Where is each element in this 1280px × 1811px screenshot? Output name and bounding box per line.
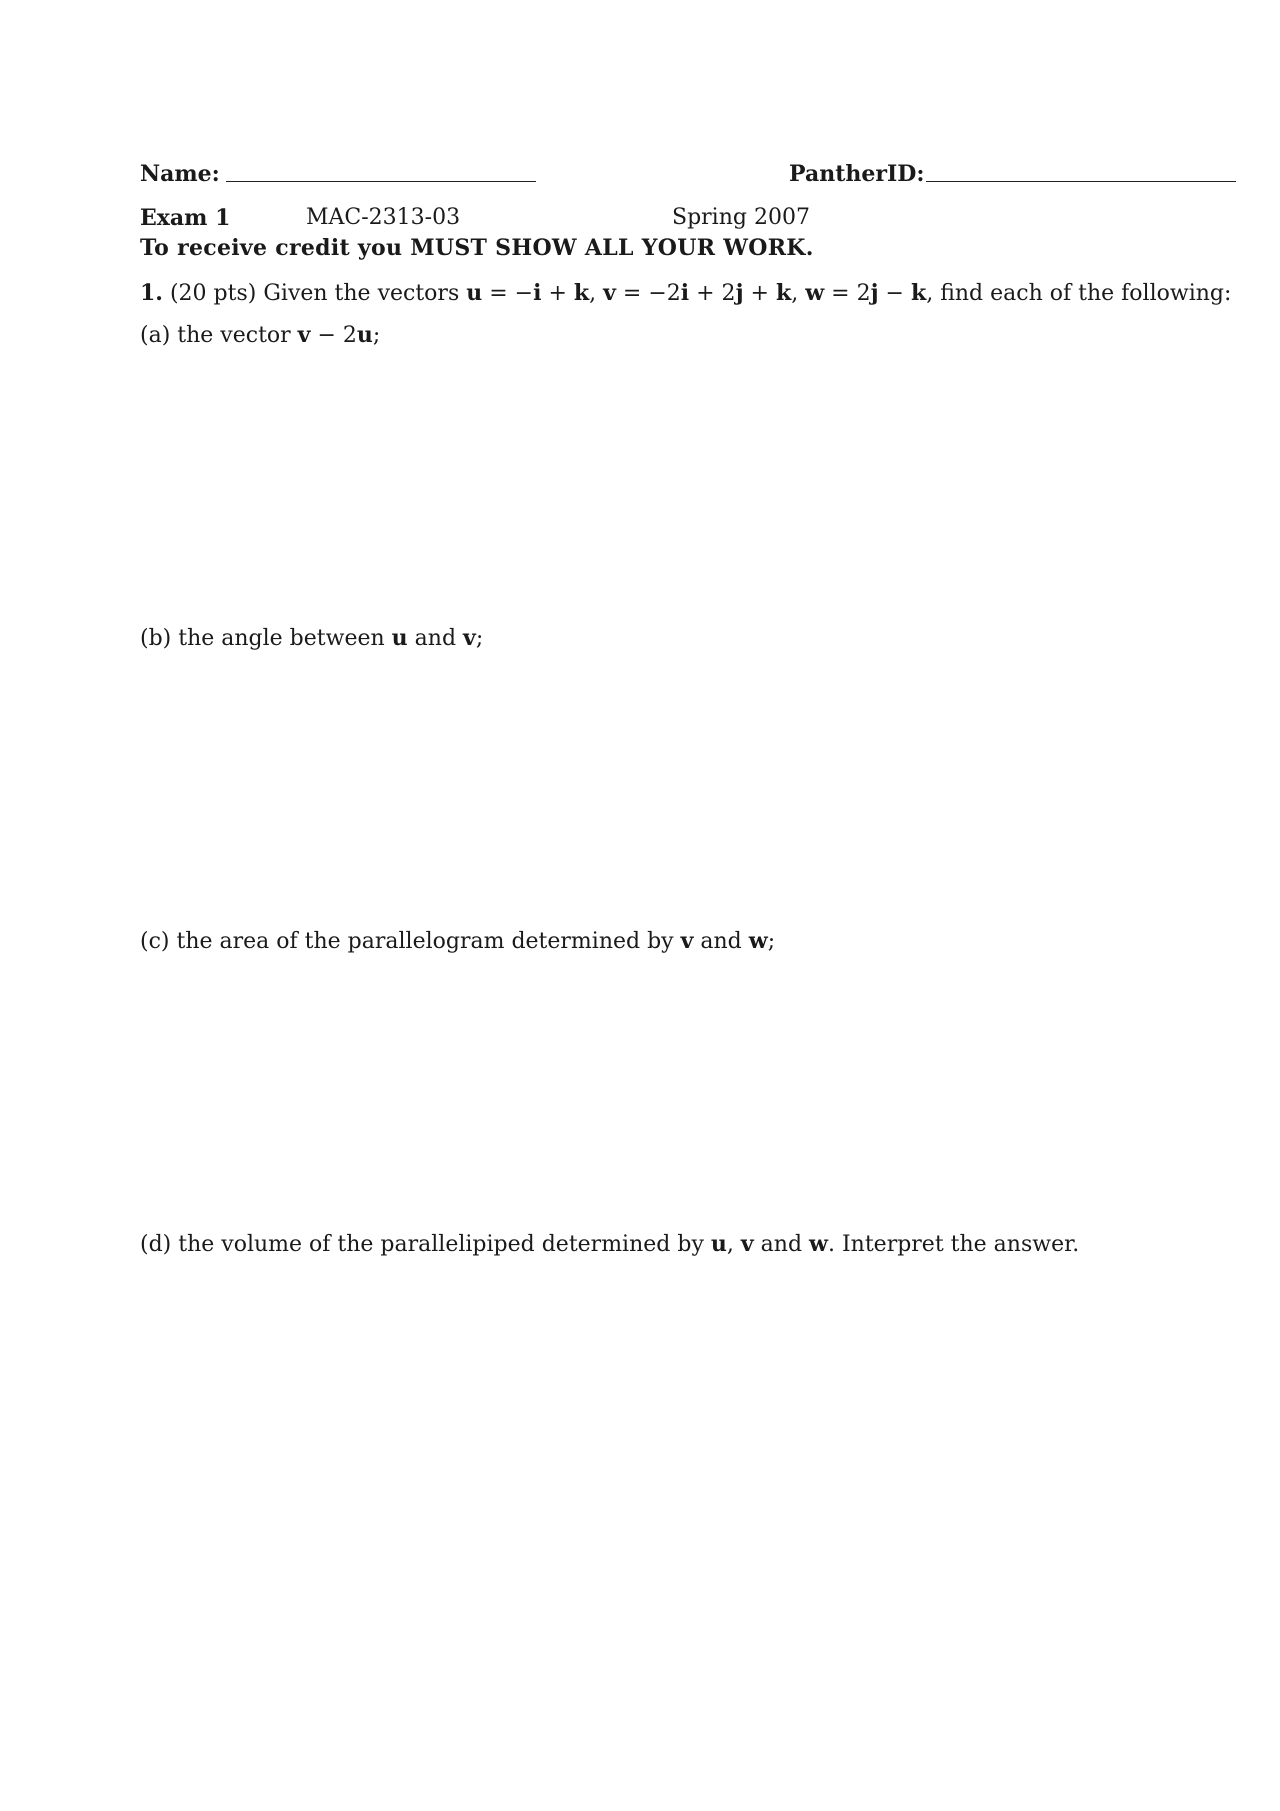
instruction: To receive credit you MUST SHOW ALL YOUR WORK.: [140, 235, 814, 261]
punct: ;: [372, 323, 381, 348]
unit-k: k: [573, 280, 590, 306]
name-field-line[interactable]: [226, 181, 536, 182]
unit-i: i: [533, 280, 542, 306]
vector-w: w: [805, 280, 825, 306]
unit-k: k: [775, 280, 792, 306]
vector-v: v: [680, 928, 694, 954]
course-code: MAC-2313-03: [306, 205, 461, 230]
vector-u-eq: = −: [482, 281, 534, 306]
part-a: [140, 321, 380, 350]
vector-u: u: [356, 322, 373, 348]
punct: ;: [475, 626, 484, 651]
sep: ,: [926, 281, 941, 306]
op: −: [878, 281, 911, 306]
name-label: Name:: [140, 161, 220, 187]
exam-term: Spring 2007: [672, 205, 810, 230]
unit-k: k: [910, 280, 927, 306]
part-d-label: (d) the volume of the parallelipiped determined by: [140, 1232, 704, 1257]
punct: ;: [767, 929, 776, 954]
unit-j: j: [735, 280, 744, 306]
punct: . Interpret the answer.: [827, 1232, 1080, 1257]
sep: ,: [589, 281, 604, 306]
sep: ,: [726, 1232, 741, 1257]
vector-v: v: [603, 280, 616, 306]
part-d: [140, 1230, 1079, 1259]
problem-intro-post: find each of the following:: [940, 281, 1232, 306]
unit-i: i: [680, 280, 690, 306]
part-c: [140, 927, 775, 956]
vector-w-eq: = 2: [824, 281, 871, 306]
vector-v: v: [740, 1231, 754, 1257]
conj: and: [693, 929, 749, 954]
vector-u: u: [710, 1231, 727, 1257]
conj: and: [753, 1232, 810, 1257]
problem-intro-pre: (20 pts) Given the vectors: [169, 281, 460, 306]
vector-v: v: [297, 322, 311, 348]
op: +: [541, 281, 574, 306]
pantherid-label: PantherID:: [789, 161, 925, 187]
unit-j: j: [870, 280, 879, 306]
sep: ,: [791, 281, 806, 306]
vector-w: w: [748, 928, 768, 954]
problem-1-intro: [140, 279, 1231, 308]
vector-u: u: [391, 625, 408, 651]
op: +: [743, 281, 776, 306]
op: + 2: [689, 281, 736, 306]
part-a-label: (a) the vector: [140, 323, 291, 348]
vector-v: v: [463, 625, 476, 651]
exam-title: Exam 1: [140, 205, 231, 231]
part-b-label: (b) the angle between: [140, 626, 385, 651]
part-c-label: (c) the area of the parallelogram determined by: [140, 929, 674, 954]
conj: and: [407, 626, 464, 651]
part-b: [140, 624, 483, 653]
pantherid-field-line[interactable]: [926, 181, 1236, 182]
vector-w: w: [809, 1231, 828, 1257]
op: − 2: [310, 323, 357, 348]
problem-number: 1.: [140, 280, 163, 306]
vector-u: u: [466, 280, 483, 306]
vector-v-eq: = −2: [615, 281, 681, 306]
